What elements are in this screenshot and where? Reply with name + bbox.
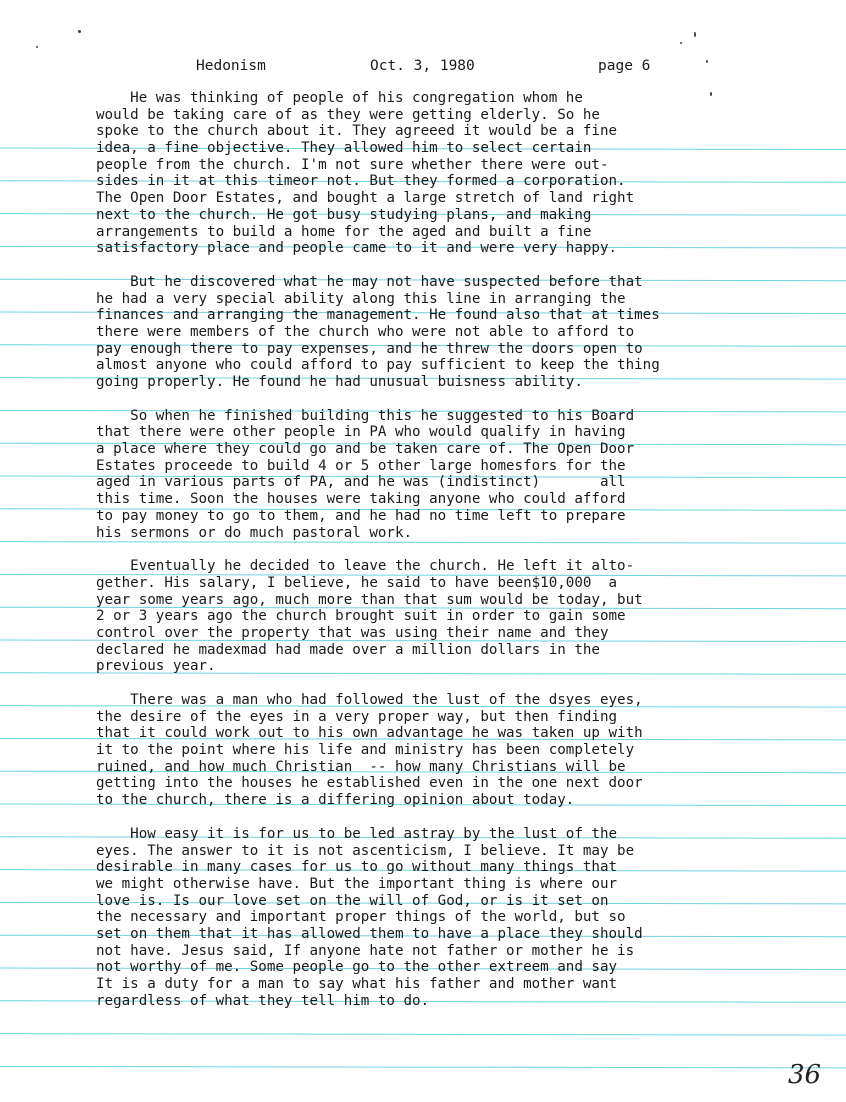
text-line: not worthy of me. Some people go to the other extreem and say	[96, 959, 618, 976]
text-line: that it could work out to his own advantage he was taken up with	[96, 725, 643, 742]
paper-speck	[78, 30, 81, 33]
paper-speck	[680, 42, 682, 44]
text-line: There was a man who had followed the lust of the dsyes eyes,	[96, 692, 643, 708]
text-line: finances and arranging the management. He found also that at times	[96, 307, 660, 324]
header-page-number: page 6	[598, 58, 651, 74]
text-line: previous year.	[96, 658, 216, 675]
text-line: idea, a fine objective. They allowed him to select certain	[96, 140, 592, 157]
paragraph	[96, 408, 796, 542]
text-line: a place where they could go and be taken care of. The Open Door	[96, 441, 635, 458]
text-line: satisfactory place and people came to it and were very happy.	[96, 240, 618, 257]
text-line: to pay money to go to them, and he had no time left to prepare	[96, 507, 626, 524]
text-line: there were members of the church who were not able to afford to	[96, 323, 635, 340]
rule-line	[0, 1066, 846, 1068]
text-line: that there were other people in PA who would qualify in having	[96, 424, 626, 441]
text-line: 2 or 3 years ago the church brought suit in order to gain some	[96, 608, 626, 625]
text-line: So when he finished building this he suggested to his Board	[96, 407, 635, 424]
text-line: sides in it at this timeor not. But they formed a corporation.	[96, 173, 626, 190]
text-line: he had a very special ability along this line in arranging the	[96, 290, 626, 307]
text-line: the necessary and important proper things of the world, but so	[96, 909, 626, 926]
text-line: going properly. He found he had unusual buisness ability.	[96, 374, 583, 390]
text-line: the desire of the eyes in a very proper way, but then finding	[96, 708, 618, 725]
text-line: declared he madexmad had made over a million dollars in the	[96, 641, 600, 658]
page-header	[0, 58, 846, 78]
text-line: we might otherwise have. But the important thing is where our	[96, 875, 618, 892]
paragraph	[96, 558, 796, 675]
text-line: control over the property that was using their name and they	[96, 624, 609, 641]
paper-speck	[36, 46, 38, 48]
text-line: eyes. The answer to it is not ascenticism, I believe. It may be	[96, 842, 635, 859]
text-line: not have. Jesus said, If anyone hate not father or mother he is	[96, 942, 635, 959]
text-line: The Open Door Estates, and bought a large stretch of land right	[96, 190, 635, 207]
paragraph	[96, 90, 796, 257]
text-line: almost anyone who could afford to pay sufficient to keep the thing	[96, 357, 660, 374]
text-line: arrangements to build a home for the aged and built a fine	[96, 223, 592, 240]
text-line: love is. Is our love set on the will of God, or is it set on	[96, 892, 609, 909]
handwritten-page-mark: 36	[788, 1060, 822, 1090]
text-line: pay enough there to pay expenses, and he threw the doors open to	[96, 340, 643, 357]
text-line: desirable in many cases for us to go without many things that	[96, 859, 618, 876]
text-line: But he discovered what he may not have suspected before that	[96, 273, 643, 290]
text-line: year some years ago, much more than that sum would be today, but	[96, 591, 643, 608]
text-line: gether. His salary, I believe, he said to have been$10,000 a	[96, 574, 618, 591]
text-line: next to the church. He got busy studying plans, and making	[96, 206, 592, 223]
document-body	[96, 90, 796, 1026]
text-line: aged in various parts of PA, and he was (indistinct) all	[96, 474, 626, 491]
paragraph	[96, 692, 796, 809]
text-line: Estates proceede to build 4 or 5 other large homesfors for the	[96, 457, 626, 474]
text-line: getting into the houses he established even in the one next door	[96, 775, 643, 792]
paper-speck	[710, 92, 712, 96]
text-line: Eventually he decided to leave the church. He left it alto-	[96, 558, 635, 575]
header-date: Oct. 3, 1980	[370, 58, 475, 74]
text-line: to the church, there is a differing opinion about today.	[96, 792, 575, 809]
text-line: this time. Soon the houses were taking anyone who could afford	[96, 491, 626, 508]
text-line: set on them that it has allowed them to have a place they should	[96, 925, 643, 942]
rule-line	[0, 1034, 846, 1036]
text-line: He was thinking of people of his congregation whom he	[96, 90, 583, 106]
text-line: spoke to the church about it. They agreeed it would be a fine	[96, 123, 618, 140]
header-title: Hedonism	[196, 58, 266, 74]
text-line: his sermons or do much pastoral work.	[96, 524, 413, 541]
text-line: would be taking care of as they were getting elderly. So he	[96, 106, 600, 123]
text-line: people from the church. I'm not sure whether there were out-	[96, 156, 609, 173]
paragraph	[96, 826, 796, 1010]
text-line: It is a duty for a man to say what his father and mother want	[96, 976, 618, 992]
paragraph	[96, 274, 796, 391]
text-line: ruined, and how much Christian -- how many Christians will be	[96, 758, 626, 775]
text-line: How easy it is for us to be led astray by the lust of the	[96, 825, 618, 842]
text-line: it to the point where his life and ministry has been completely	[96, 742, 635, 759]
text-line: regardless of what they tell him to do.	[96, 992, 430, 1009]
paper-speck	[706, 60, 708, 63]
paper-speck	[694, 32, 696, 37]
